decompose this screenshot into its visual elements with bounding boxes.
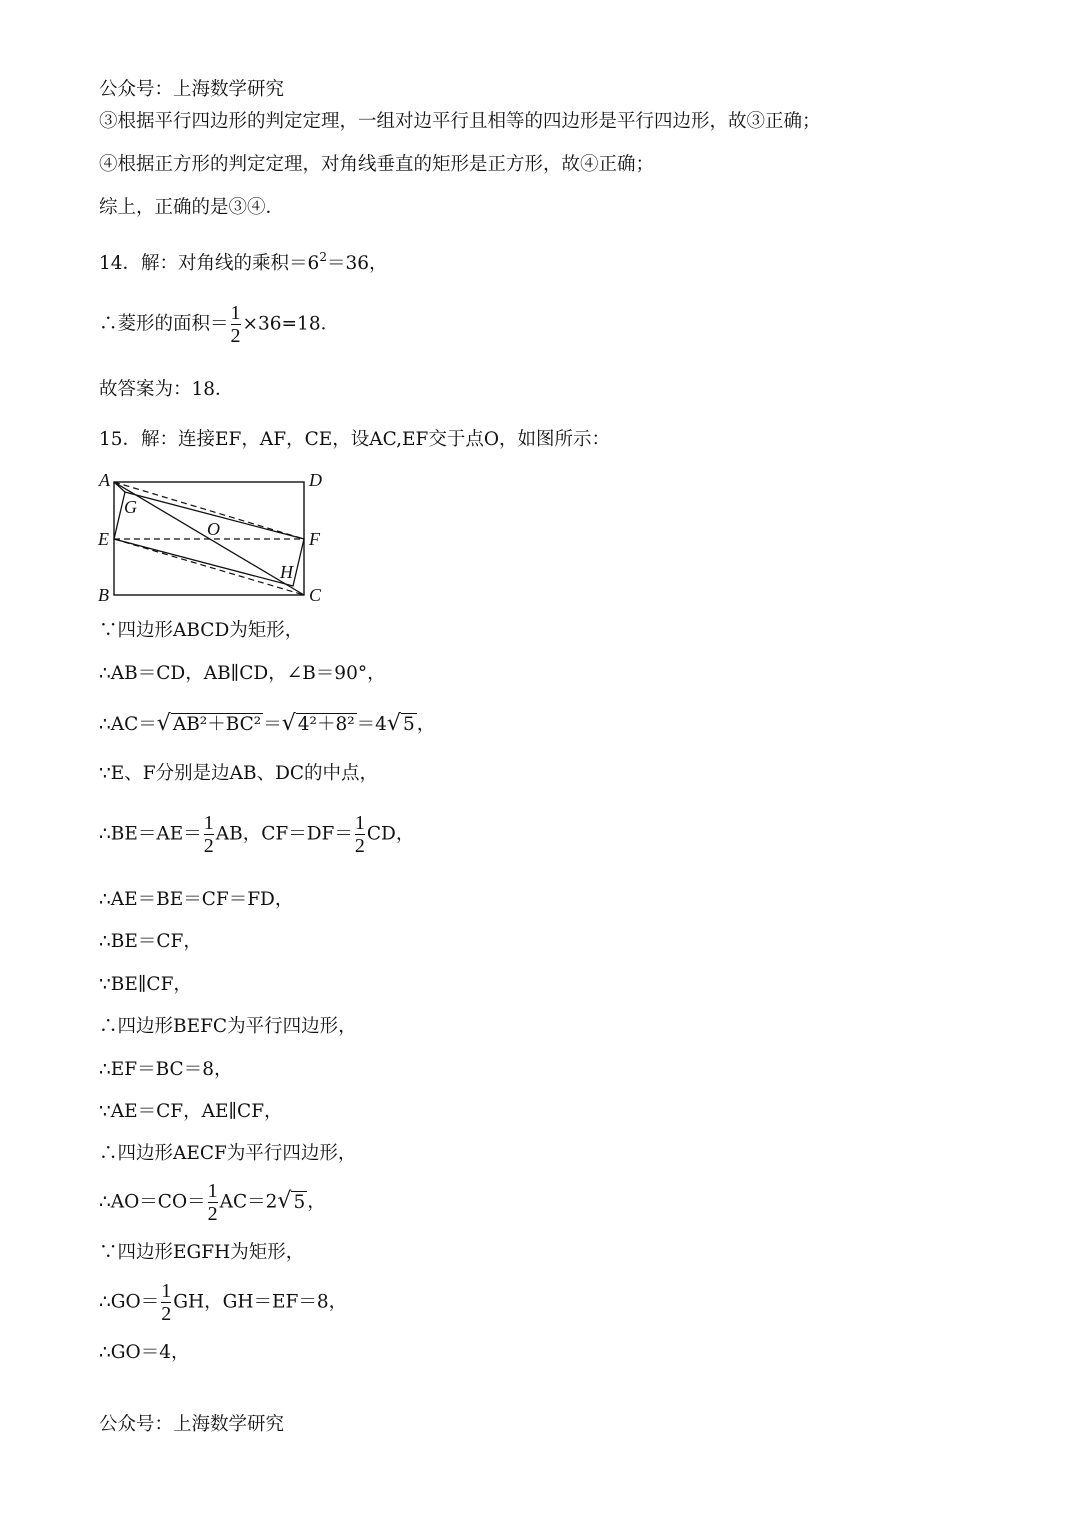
step-9: ∴四边形BEFC为平行四边形， (99, 1016, 357, 1037)
label-h: H (280, 562, 293, 582)
step-7: ∴BE＝CF， (99, 931, 202, 952)
problem-14-area: ∴菱形的面积＝ $\frac{1}{2}$ ×36=18． (99, 302, 340, 347)
text-line-1: ③根据平行四边形的判定定理，一组对边平行且相等的四边形是平行四边形，故③正确； (99, 111, 821, 132)
fraction: $\frac{1}{2}$ (230, 302, 241, 347)
label-f: F (309, 529, 320, 549)
label-g: G (124, 497, 137, 517)
text-line-3: 综上，正确的是③④． (99, 197, 285, 218)
step-13: ∴AO＝CO＝ $\frac{1}{2}$ AC＝2√ 5 ， (99, 1180, 326, 1225)
label-e: E (98, 529, 109, 549)
step-8: ∵BE∥CF， (99, 974, 192, 995)
step-12: ∴四边形AECF为平行四边形， (99, 1143, 357, 1164)
label-c: C (309, 585, 322, 605)
step-4: ∵E、F分别是边AB、DC的中点， (99, 763, 379, 784)
step-15: ∴GO＝ $\frac{1}{2}$ GH，GH＝EF＝8， (99, 1280, 348, 1325)
step-11: ∵AE＝CF，AE∥CF， (99, 1101, 283, 1122)
problem-14-line: 14．解：对角线的乘积$=6^2=36$， (99, 250, 388, 274)
geometry-figure (97, 468, 337, 608)
step-3: ∴AC＝√ AB²＋BC² ＝√ 4²＋8² ＝4√ 5 ， (99, 711, 436, 736)
footer-watermark: 公众号：上海数学研究 (99, 1414, 285, 1435)
label-b: B (98, 585, 109, 605)
problem-14-answer: 故答案为：18． (99, 379, 234, 400)
step-1: ∵四边形ABCD为矩形， (99, 620, 304, 641)
segment-ce (114, 539, 304, 595)
step-16: ∴GO＝4， (99, 1342, 190, 1363)
step-2: ∴AB＝CD，AB∥CD，∠B＝90°， (99, 663, 386, 684)
step-6: ∴AE＝BE＝CF＝FD， (99, 889, 294, 910)
label-o: O (207, 519, 220, 539)
step-5: ∴BE＝AE＝ $\frac{1}{2}$ AB，CF＝DF＝ $\frac{1}{2}$ CD， (99, 812, 415, 857)
problem-15-intro: 15．解：连接EF，AF，CE，设AC,EF交于点O，如图所示： (99, 429, 610, 450)
step-10: ∴EF＝BC＝8， (99, 1059, 233, 1080)
header-watermark: 公众号：上海数学研究 (99, 79, 285, 100)
text-line-2: ④根据正方形的判定定理，对角线垂直的矩形是正方形，故④正确； (99, 154, 655, 175)
label-d: D (309, 470, 322, 490)
step-14: ∵四边形EGFH为矩形， (99, 1242, 305, 1263)
label-a: A (99, 470, 110, 490)
